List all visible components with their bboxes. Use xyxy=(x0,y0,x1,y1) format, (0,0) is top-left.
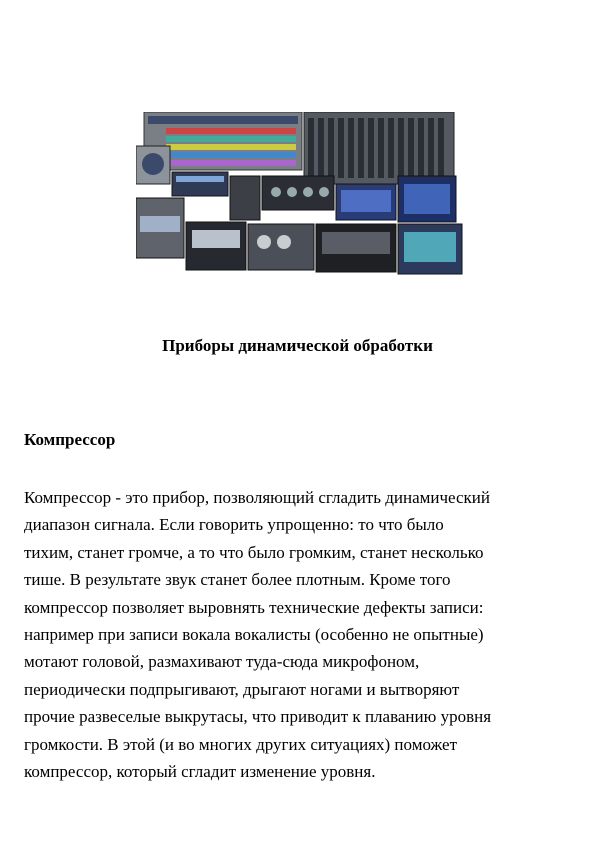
paragraph-line: тихим, станет громче, а то что было громким, станет несколько xyxy=(24,542,484,562)
paragraph-line: диапазон сигнала. Если говорить упрощенно: то что было xyxy=(24,515,444,535)
body-paragraph xyxy=(24,484,580,785)
paragraph-line: компрессор позволяет выровнять технические дефекты записи: xyxy=(24,597,484,617)
paragraph-line: Компрессор - это прибор, позволяющий сгладить динамический xyxy=(24,488,491,507)
paragraph-line: мотают головой, размахивают туда-сюда микрофоном, xyxy=(24,652,420,672)
paragraph-line: прочие развеселые выкрутасы, что приводит к плаванию уровня xyxy=(24,707,492,727)
paragraph-line: громкости. В этой (и во многих других ситуациях) поможет xyxy=(24,734,458,754)
section-heading-compressor: Компрессор xyxy=(24,430,116,449)
audio-plugins-collage-image xyxy=(136,112,466,275)
paragraph-line: компрессор, который сгладит изменение уровня. xyxy=(24,762,376,782)
page-title: Приборы динамической обработки xyxy=(162,336,433,355)
paragraph-line: периодически подпрыгивают, дрыгают ногами и вытворяют xyxy=(24,679,460,699)
paragraph-line: например при записи вокала вокалисты (особенно не опытные) xyxy=(24,625,484,645)
paragraph-line: тише. В результате звук станет более плотным. Кроме того xyxy=(24,570,451,590)
